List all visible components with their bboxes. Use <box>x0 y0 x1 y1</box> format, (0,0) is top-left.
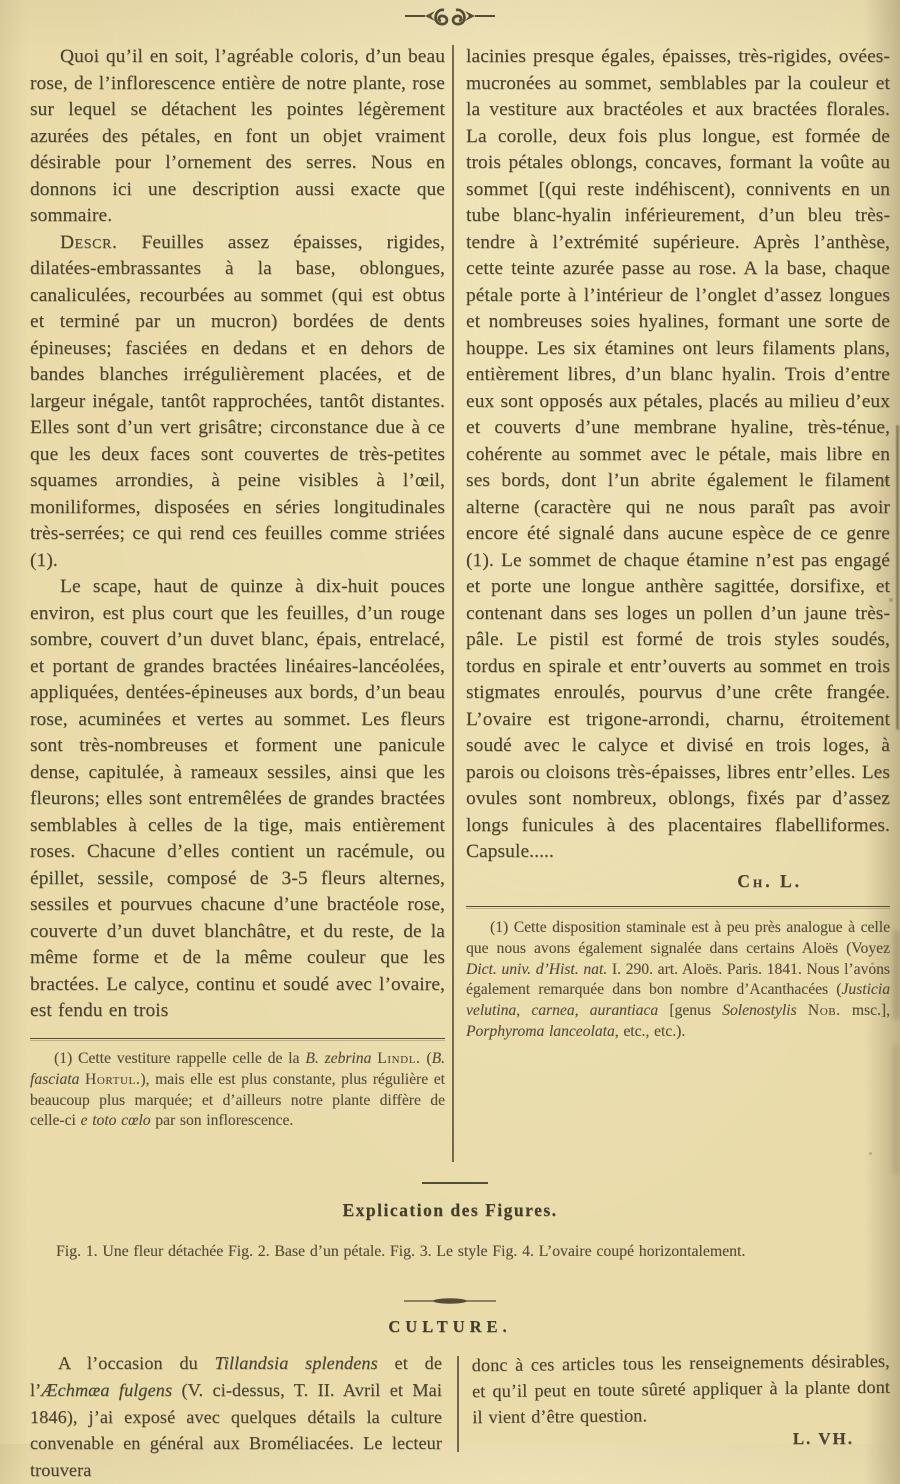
scan-smudge <box>893 1045 898 1175</box>
text-segment: Dict. univ. d’Hist. nat. <box>466 960 608 978</box>
figures-heading: Explication des Figures. <box>342 1200 558 1220</box>
text-segment: ), mais elle est plus constante, plus régulière et beaucoup plus marquée; et d’ailleurs notre plante diffère de celle-ci <box>30 1070 445 1130</box>
scan-edge-line <box>896 425 899 730</box>
text-segment: [genus <box>658 1002 723 1020</box>
section-divider <box>0 1293 900 1311</box>
text-column-left <box>30 44 445 1132</box>
paragraph-scape: Le scape, haut de quinze à dix-huit pouces environ, est plus court que les feuilles, d’un rouge sombre, couvert d’un duvet blanc, épais, entrelacé, et portant de grandes bractées linéaires-lancéolées, appliquées, dentées-épineuses aux bords, d’un beau rose, acuminées et vertes au sommet. Les fleurs sont très-nombreuses et forment une panicule dense, capitulée, à rameaux sessiles, ainsi que les fleurons; elles sont entremêlées de grandes bractées semblables à celles de la tige, mais entièrement roses. Chacune d’elles contient un racémule, ou épillet, sessile, composé de 3-5 fleurs alternes, sessiles et pourvues chacune d’une bractéole rose, couverte d’un duvet blanchâtre, et du reste, de la même forme et de la même couleur que les bractées. Le calyce, continu et soudé avec l’ovaire, est fendu en trois <box>30 576 445 1021</box>
text-segment: B. zebrina <box>305 1050 372 1068</box>
text-segment: , etc., etc.). <box>614 1023 686 1041</box>
culture-paragraph-left <box>30 1350 442 1484</box>
text-segment: ( <box>420 1050 432 1068</box>
footnote-rule-left <box>30 1038 445 1040</box>
scan-smudge <box>893 930 900 1020</box>
text-segment: I. 290. art. Aloës. Paris. 1841. Nous l’avons également remarquée dans bon nombre d’Acanthacées ( <box>466 960 890 999</box>
text-segment: (V. ci-dessus, T. II. Avril et Mai 1846), j’ai exposé avec quelques détails la culture convenable en général aux Broméliacées. Le lecteur trouvera <box>30 1379 442 1481</box>
text-segment: (1) Cette disposition staminale est à peu près analogue à celle que nous avons également signalée dans certains Aloës (Voyez <box>466 919 890 957</box>
culture-column-left <box>30 1350 442 1484</box>
fleuron-icon <box>404 5 496 27</box>
text-segment: et de l’ <box>30 1353 442 1400</box>
column-divider <box>452 45 454 1162</box>
header-fleuron-ornament <box>0 5 900 32</box>
culture-heading: CULTURE. <box>388 1317 512 1336</box>
text-segment: Nob. <box>807 1002 841 1020</box>
short-section-rule <box>422 1182 488 1184</box>
footnote-right <box>466 918 890 1043</box>
paragraph-intro: Quoi qu’il en soit, l’agréable coloris, d’un beau rose, de l’inflorescence entière de notre plante, rose sur lequel se détachent les pointes légèrement azurées des pétales, en font un objet vraiment désirable pour l’ornement des serres. Nous en donnons ici une description aussi exacte que sommaire. <box>30 46 445 226</box>
footnote-rule-right <box>466 906 890 908</box>
paragraph-description <box>30 230 445 575</box>
culture-paragraph-right: donc à ces articles tous les renseignements désirables, et qu’il peut en toute sûreté appliquer à la plante dont il vient d’être question. <box>471 1350 891 1428</box>
text-segment: msc.], <box>840 1002 890 1020</box>
text-segment: Lindl. <box>377 1050 421 1068</box>
text-segment <box>797 1002 808 1019</box>
footnote-left <box>30 1049 445 1132</box>
signature-ch-l: Ch. L. <box>737 870 802 891</box>
signature-l-vh: L. VH. <box>792 1429 854 1448</box>
culture-column-right <box>472 1350 890 1449</box>
text-segment: Hortul. <box>85 1070 141 1088</box>
scan-speck <box>869 1152 872 1155</box>
text-segment: Descr. <box>60 231 118 253</box>
text-segment: Tillandsia splendens <box>214 1353 378 1373</box>
text-segment: Justicia velutina, carnea, aurantiaca <box>466 981 890 1020</box>
text-segment: e toto cœlo <box>80 1112 151 1130</box>
text-segment: Æchmæa fulgens <box>41 1379 173 1400</box>
figures-caption: Fig. 1. Une fleur détachée Fig. 2. Base d’un pétale. Fig. 3. Le style Fig. 4. L’ovaire coupé horizontalement. <box>56 1243 746 1260</box>
text-segment: Feuilles assez épaisses, rigides, dilatées-embrassantes à la base, oblongues, canaliculées, recourbées au sommet (qui est obtus et terminé par un mucron) bordées de dents épineuses; fasciées en dedans et en dehors de bandes blanches irrégulièrement placées, et de largeur inégale, tantôt rapprochées, tantôt distantes. Elles sont d’un vert grisâtre; circonstance due à ce que les deux faces sont couvertes de très-petites squames arrondies, à peine visibles à l’œil, moniliformes, disposées en séries longitudinales très-serrées; ce qui rend ces feuilles comme striées (1). <box>30 231 445 571</box>
scan-speck <box>884 478 889 483</box>
text-segment: Porphyroma lanceolata <box>466 1023 615 1041</box>
text-segment: par son inflorescence. <box>150 1112 294 1130</box>
paragraph-continuation: lacinies presque égales, épaisses, très-rigides, ovées-mucronées au sommet, semblables par la couleur et la vestiture aux bractéoles et aux bractées florales. La corolle, deux fois plus longue, est formée de trois pétales oblongs, concaves, formant la voûte au sommet [(qui reste indéhiscent), connivents en un tube blanc-hyalin inférieurement, d’un bleu très-tendre à l’extrémité supérieure. Après l’anthèse, cette teinte azurée passe au rose. A la base, chaque pétale porte à l’intérieur de l’onglet d’assez longues et nombreuses soies hyalines, formant une sorte de houppe. Les six étamines ont leurs filaments plans, entièrement libres, d’un blanc hyalin. Trois d’entre eux sont opposés aux pétales, placés au milieu d’eux et couverts d’une membrane hyaline, très-ténue, cohérente au sommet avec le pétale, mais libre en ses bords, dont l’un abrite également le filament alterne (caractère qui ne nous paraît pas avoir encore été signalé dans aucune espèce de ce genre (1). Le sommet de chaque étamine n’est pas engagé et porte une longue anthère sagittée, dorsifixe, et contenant dans ses loges un pollen d’un jaune très-pâle. Le pistil est formé de trois styles soudés, tordus en spirale et entr’ouverts au sommet en trois stigmates enroulés, pourvus d’une crête frangée. L’ovaire est trigone-arrondi, charnu, étroitement soudé avec le calyce et divisé en trois loges, à parois ou cloisons très-épaisses, libres entr’elles. Les ovules sont nombreux, oblongs, fixés par d’assez longs funicules à des placentaires flabelliformes. Capsule..... <box>466 46 890 862</box>
text-segment: A l’occasion du <box>58 1353 215 1373</box>
lens-rule-icon <box>402 1296 498 1306</box>
text-column-right <box>466 44 890 1043</box>
scan-speck <box>889 598 893 602</box>
text-segment: (1) Cette vestiture rappelle celle de la <box>54 1050 306 1068</box>
scan-speck <box>871 962 874 965</box>
text-segment: Solenostylis <box>722 1002 797 1020</box>
text-segment: B. fasciata <box>30 1050 445 1088</box>
culture-column-divider <box>457 1356 459 1452</box>
